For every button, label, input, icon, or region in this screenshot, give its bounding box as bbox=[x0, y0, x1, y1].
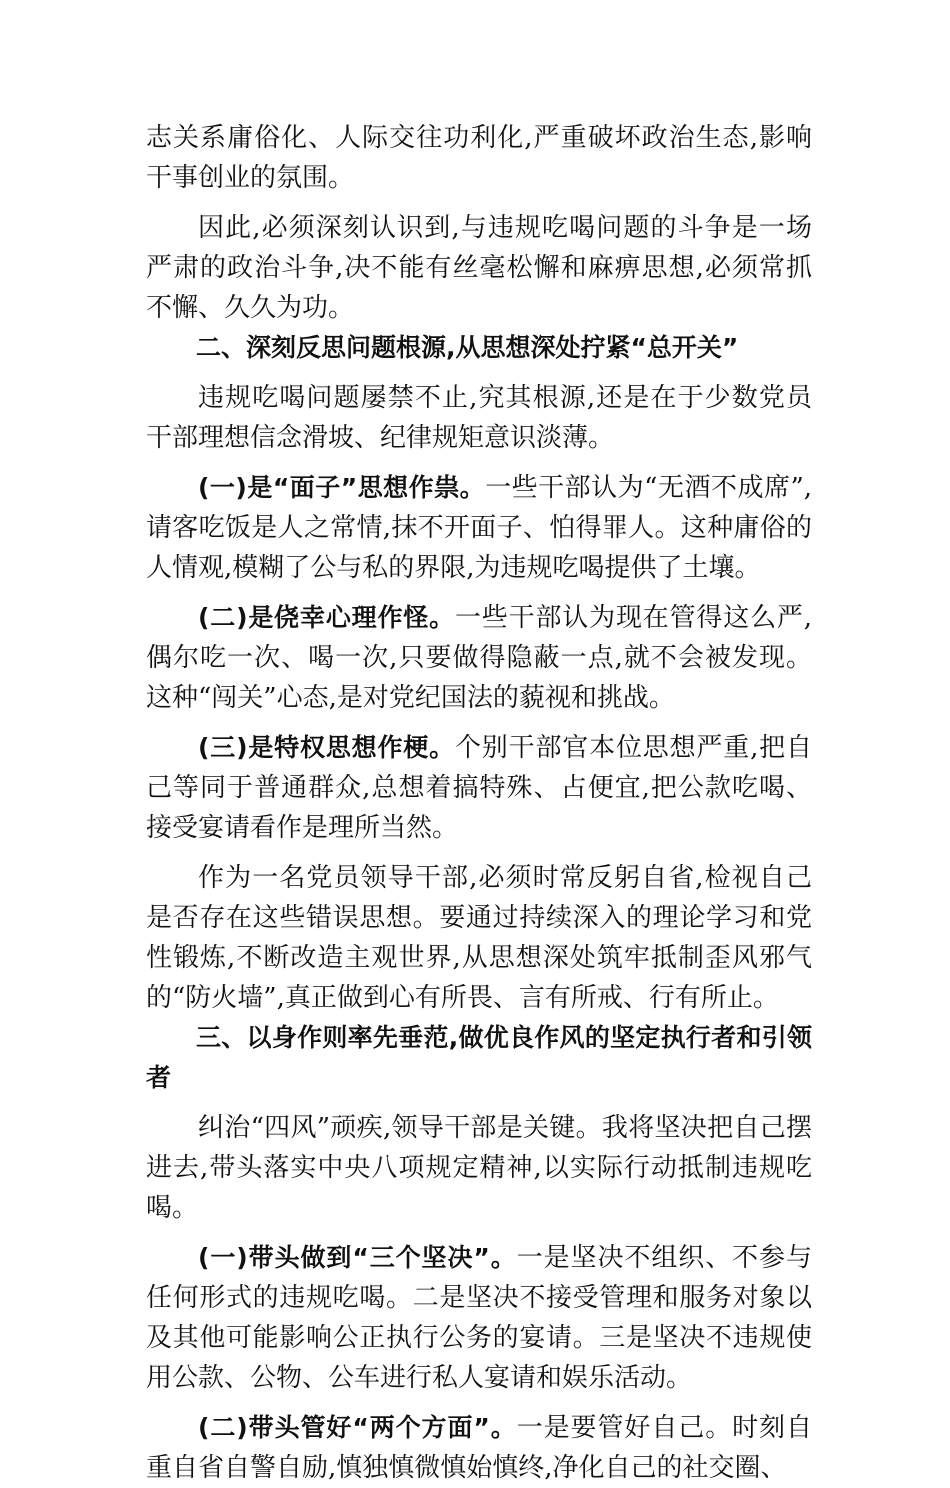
point-two-aspects bbox=[146, 1408, 812, 1488]
point-face-mentality bbox=[146, 468, 812, 588]
point-lead: (三)是特权思想作梗。 bbox=[198, 733, 455, 762]
point-text: 个别干部官本位思想严重,把自己等同于普通群众,总想着搞特殊、占便宜,把公款吃喝、接受宴请看作是理所当然。 bbox=[146, 733, 812, 843]
paragraph-root-cause: 违规吃喝问题屡禁不止,究其根源,还是在于少数党员干部理想信念滑坡、纪律规矩意识淡薄。 bbox=[146, 383, 812, 453]
point-privilege-mentality bbox=[146, 728, 812, 848]
point-luck-mentality bbox=[146, 598, 812, 718]
point-lead: (一)带头做到“三个坚决”。 bbox=[198, 1243, 517, 1272]
point-text: 一些干部认为现在管得这么严,偶尔吃一次、喝一次,只要做得隐蔽一点,就不会被发现。这种“闯关”心态,是对党纪国法的藐视和挑战。 bbox=[146, 603, 812, 713]
document-body bbox=[146, 118, 812, 1488]
paragraph-continued: 志关系庸俗化、人际交往功利化,严重破坏政治生态,影响干事创业的氛围。 bbox=[146, 123, 812, 193]
section-heading-2: 二、深刻反思问题根源,从思想深处拧紧“总开关” bbox=[196, 333, 739, 362]
point-three-firm bbox=[146, 1238, 812, 1398]
point-text: 一是要管好自己。时刻自重自省自警自励,慎独慎微慎始慎终,净化自己的社交圈、 bbox=[146, 1413, 812, 1483]
point-lead: (一)是“面子”思想作祟。 bbox=[198, 473, 486, 502]
section-heading-3: 三、以身作则率先垂范,做优良作风的坚定执行者和引领者 bbox=[146, 1023, 812, 1092]
point-lead: (二)是侥幸心理作怪。 bbox=[198, 603, 455, 632]
paragraph-lead-by-example: 纠治“四风”顽疾,领导干部是关键。我将坚决把自己摆进去,带头落实中央八项规定精神,以实际行动抵制违规吃喝。 bbox=[146, 1113, 812, 1223]
point-lead: (二)带头管好“两个方面”。 bbox=[198, 1413, 517, 1442]
paragraph-conclusion: 因此,必须深刻认识到,与违规吃喝问题的斗争是一场严肃的政治斗争,决不能有丝毫松懈和麻痹思想,必须常抓不懈、久久为功。 bbox=[146, 213, 812, 323]
paragraph-self-reflection: 作为一名党员领导干部,必须时常反躬自省,检视自己是否存在这些错误思想。要通过持续深入的理论学习和党性锻炼,不断改造主观世界,从思想深处筑牢抵制歪风邪气的“防火墙”,真正做到心有所畏、言有所戒、行有所止。 bbox=[146, 863, 812, 1013]
point-text: 一是坚决不组织、不参与任何形式的违规吃喝。二是坚决不接受管理和服务对象以及其他可能影响公正执行公务的宴请。三是坚决不违规使用公款、公物、公车进行私人宴请和娱乐活动。 bbox=[146, 1243, 812, 1393]
point-text: 一些干部认为“无酒不成席”,请客吃饭是人之常情,抹不开面子、怕得罪人。这种庸俗的人情观,模糊了公与私的界限,为违规吃喝提供了土壤。 bbox=[146, 473, 812, 583]
